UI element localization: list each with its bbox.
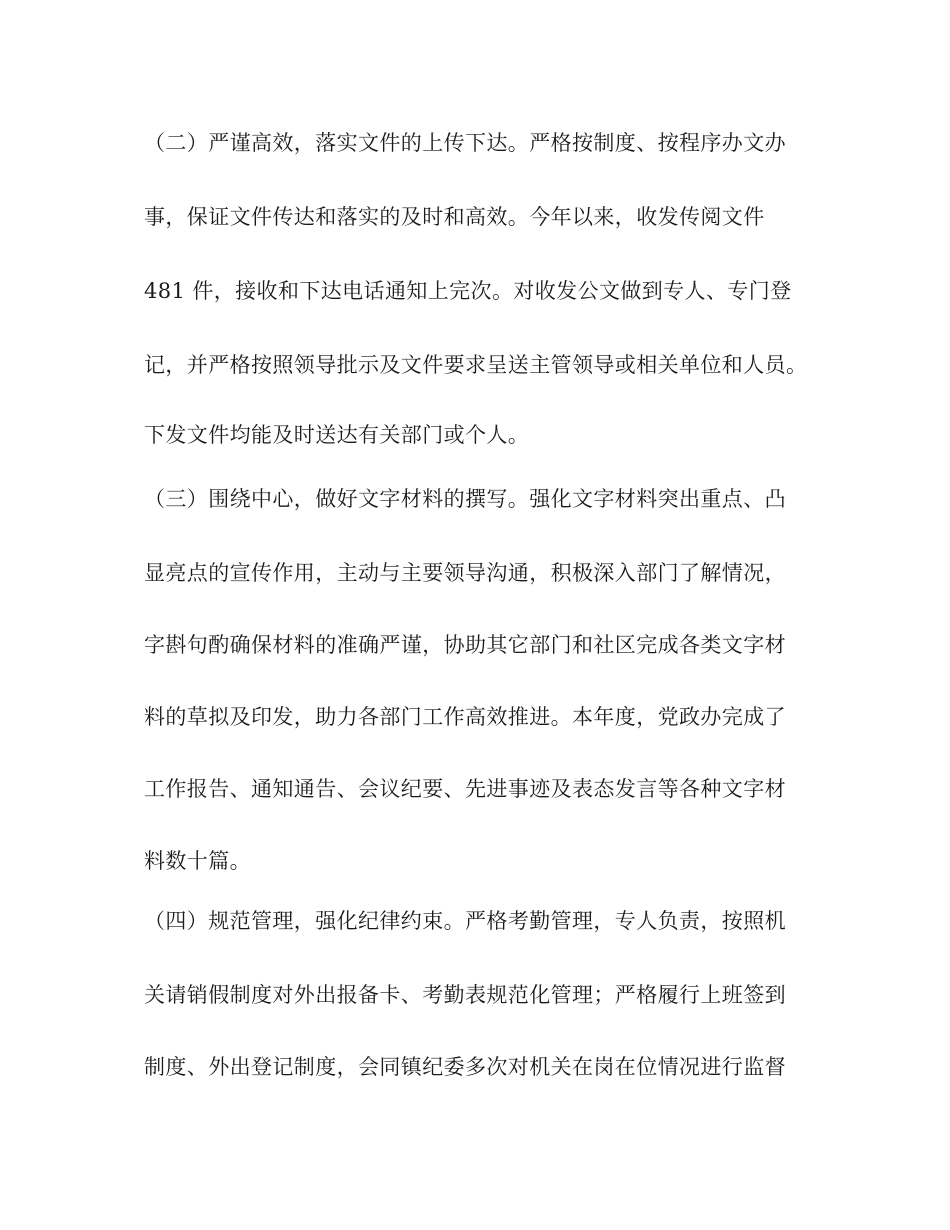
text-line: 记，并严格按照领导批示及文件要求呈送主管领导或相关单位和人员。 [144,353,808,377]
text-line: 事，保证文件传达和落实的及时和高效。今年以来，收发传阅文件 [144,205,765,229]
text-line: （二）严谨高效，落实文件的上传下达。严格按制度、按程序办文办 [144,131,786,155]
text-line: 481 件，接收和下达电话通知上完次。对收发公文做到专人、专门登 [144,279,792,303]
text-line: （三）围绕中心，做好文字材料的撰写。强化文字材料突出重点、凸 [144,487,786,511]
text-line: 显亮点的宣传作用，主动与主要领导沟通，积极深入部门了解情况， [144,561,786,585]
text-line: 料数十篇。 [144,849,251,873]
text-line: 工作报告、通知通告、会议纪要、先进事迹及表态发言等各种文字材 [144,777,786,801]
text-line: （四）规范管理，强化纪律约束。严格考勤管理，专人负责，按照机 [144,909,786,933]
text-line: 字斟句酌确保材料的准确严谨，协助其它部门和社区完成各类文字材 [144,633,786,657]
text-line: 下发文件均能及时送达有关部门或个人。 [144,423,530,447]
text-line: 制度、外出登记制度，会同镇纪委多次对机关在岗在位情况进行监督 [144,1055,786,1079]
text-line: 料的草拟及印发，助力各部门工作高效推进。本年度，党政办完成了 [144,705,786,729]
text-line: 关请销假制度对外出报备卡、考勤表规范化管理；严格履行上班签到 [144,983,786,1007]
